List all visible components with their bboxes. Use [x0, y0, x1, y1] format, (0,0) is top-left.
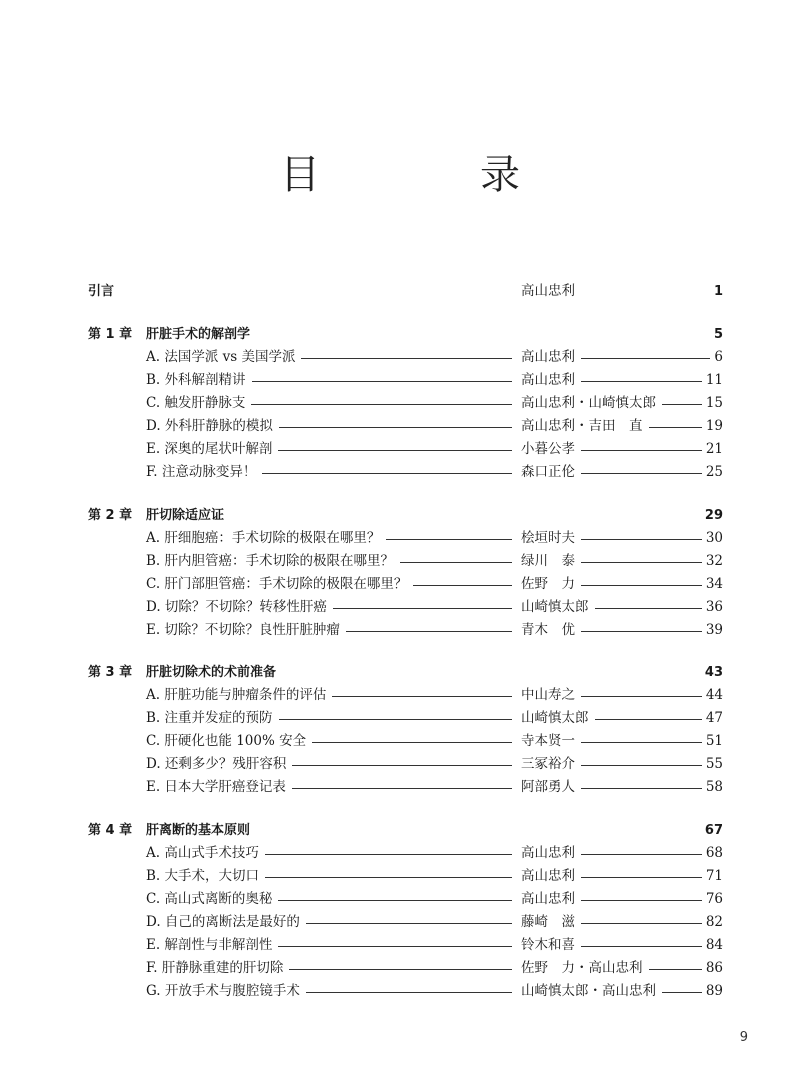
entry-title: E. 切除？不切除？良性肝脏肿瘤	[146, 619, 346, 642]
entry-title: B. 注重并发症的预防	[146, 707, 279, 730]
entry-author: 高山忠利	[521, 280, 581, 303]
entry-title: F. 肝静脉重建的肝切除	[146, 957, 289, 980]
toc-entry[interactable]	[0, 865, 800, 888]
entry-page: 84	[702, 934, 723, 957]
chapter-title: 肝脏手术的解剖学	[146, 327, 251, 342]
toc-entry[interactable]	[0, 392, 800, 415]
entry-author: 寺本贤一	[521, 730, 581, 753]
entry-author: 山崎慎太郎	[521, 707, 595, 730]
toc-entry[interactable]	[0, 911, 800, 934]
entry-author: 高山忠利	[521, 346, 581, 369]
entry-author: 高山忠利・吉田 直	[521, 415, 649, 438]
toc-entry[interactable]	[0, 527, 800, 550]
entry-page: 71	[702, 865, 723, 888]
entry-page: 51	[702, 730, 723, 753]
entry-title: A. 高山式手术技巧	[146, 842, 265, 865]
entry-author: 森口正伦	[521, 461, 581, 484]
chapter-number: 第 1 章	[88, 327, 133, 342]
entry-title: C. 高山式离断的奥秘	[146, 888, 278, 911]
chapter-page: 5	[710, 323, 723, 346]
entry-page: 1	[710, 280, 723, 303]
entry-page: 47	[702, 707, 723, 730]
entry-title: A. 法国学派 vs 美国学派	[146, 346, 301, 369]
toc-entry[interactable]	[0, 684, 800, 707]
entry-author: 佐野 力	[521, 573, 581, 596]
entry-author: 藤崎 滋	[521, 911, 581, 934]
entry-author: 高山忠利	[521, 369, 581, 392]
chapter-heading[interactable]	[0, 661, 800, 684]
chapter-title: 肝切除适应证	[146, 508, 225, 523]
entry-title: D. 切除？不切除？转移性肝癌	[146, 596, 333, 619]
toc-entry[interactable]	[0, 957, 800, 980]
chapter-page: 29	[701, 504, 723, 527]
chapter-heading[interactable]	[0, 819, 800, 842]
entry-title: B. 肝内胆管癌：手术切除的极限在哪里？	[146, 550, 400, 573]
entry-title: D. 外科肝静脉的模拟	[146, 415, 279, 438]
entry-title: B. 大手术，大切口	[146, 865, 265, 888]
chapter-title: 肝离断的基本原则	[146, 823, 251, 838]
entry-title: D. 还剩多少？残肝容积	[146, 753, 292, 776]
entry-title: D. 自己的离断法是最好的	[146, 911, 306, 934]
entry-page: 68	[702, 842, 723, 865]
toc-entry[interactable]	[0, 934, 800, 957]
toc-entry[interactable]	[0, 730, 800, 753]
intro-label: 引言	[88, 284, 115, 299]
entry-page: 19	[702, 415, 723, 438]
toc-entry[interactable]	[0, 888, 800, 911]
toc-entry[interactable]	[0, 438, 800, 461]
chapter-page: 43	[701, 661, 723, 684]
entry-author: 高山忠利	[521, 842, 581, 865]
chapter-number: 第 4 章	[88, 823, 133, 838]
entry-author: 三冢裕介	[521, 753, 581, 776]
toc-entry[interactable]	[0, 346, 800, 369]
entry-title: F. 注意动脉变异！	[146, 461, 262, 484]
entry-page: 32	[702, 550, 723, 573]
entry-title: E. 日本大学肝癌登记表	[146, 776, 292, 799]
chapter-heading[interactable]	[0, 323, 800, 346]
entry-page: 30	[702, 527, 723, 550]
chapter-number: 第 2 章	[88, 508, 133, 523]
entry-page: 21	[702, 438, 723, 461]
entry-page: 36	[702, 596, 723, 619]
entry-author: 绿川 泰	[521, 550, 581, 573]
entry-page: 76	[702, 888, 723, 911]
entry-title: C. 触发肝静脉支	[146, 392, 251, 415]
entry-title: B. 外科解剖精讲	[146, 369, 252, 392]
chapter-number: 第 3 章	[88, 665, 133, 680]
toc-entry[interactable]	[0, 596, 800, 619]
entry-author: 桧垣时夫	[521, 527, 581, 550]
entry-author: 高山忠利・山崎慎太郎	[521, 392, 662, 415]
page-number: 9	[739, 1030, 748, 1045]
toc-entry[interactable]	[0, 573, 800, 596]
entry-page: 44	[702, 684, 723, 707]
toc-entry[interactable]	[0, 369, 800, 392]
entry-author: 高山忠利	[521, 865, 581, 888]
entry-author: 阿部勇人	[521, 776, 581, 799]
entry-author: 高山忠利	[521, 888, 581, 911]
entry-author: 中山寿之	[521, 684, 581, 707]
chapter-title: 肝脏切除术的术前准备	[146, 665, 277, 680]
toc-entry[interactable]	[0, 980, 800, 1003]
entry-page: 34	[702, 573, 723, 596]
entry-page: 39	[702, 619, 723, 642]
entry-author: 山崎慎太郎・高山忠利	[521, 980, 662, 1003]
entry-page: 6	[710, 346, 723, 369]
toc-entry[interactable]	[0, 550, 800, 573]
entry-author: 山崎慎太郎	[521, 596, 595, 619]
entry-page: 82	[702, 911, 723, 934]
entry-title: E. 解剖性与非解剖性	[146, 934, 278, 957]
entry-title: A. 肝脏功能与肿瘤条件的评估	[146, 684, 332, 707]
entry-title: C. 肝门部胆管癌：手术切除的极限在哪里？	[146, 573, 413, 596]
entry-title: G. 开放手术与腹腔镜手术	[146, 980, 306, 1003]
toc-entry[interactable]	[0, 842, 800, 865]
entry-title: E. 深奥的尾状叶解剖	[146, 438, 278, 461]
chapter-heading[interactable]	[0, 504, 800, 527]
entry-page: 58	[702, 776, 723, 799]
toc-intro-row[interactable]	[0, 280, 800, 303]
toc-entry[interactable]	[0, 461, 800, 484]
entry-page: 25	[702, 461, 723, 484]
toc-entry[interactable]	[0, 707, 800, 730]
entry-page: 55	[702, 753, 723, 776]
entry-author: 铃木和喜	[521, 934, 581, 957]
entry-title: A. 肝细胞癌：手术切除的极限在哪里？	[146, 527, 386, 550]
entry-page: 15	[702, 392, 723, 415]
toc-entry[interactable]	[0, 776, 800, 799]
entry-author: 小暮公孝	[521, 438, 581, 461]
toc-entry[interactable]	[0, 619, 800, 642]
toc-entry[interactable]	[0, 753, 800, 776]
entry-title: C. 肝硬化也能 100% 安全	[146, 730, 312, 753]
entry-page: 89	[702, 980, 723, 1003]
entry-page: 11	[702, 369, 723, 392]
entry-author: 青木 优	[521, 619, 581, 642]
toc-entry[interactable]	[0, 415, 800, 438]
entry-page: 86	[702, 957, 723, 980]
chapter-page: 67	[701, 819, 723, 842]
page-title: 目 录	[280, 152, 580, 198]
entry-author: 佐野 力・高山忠利	[521, 957, 649, 980]
